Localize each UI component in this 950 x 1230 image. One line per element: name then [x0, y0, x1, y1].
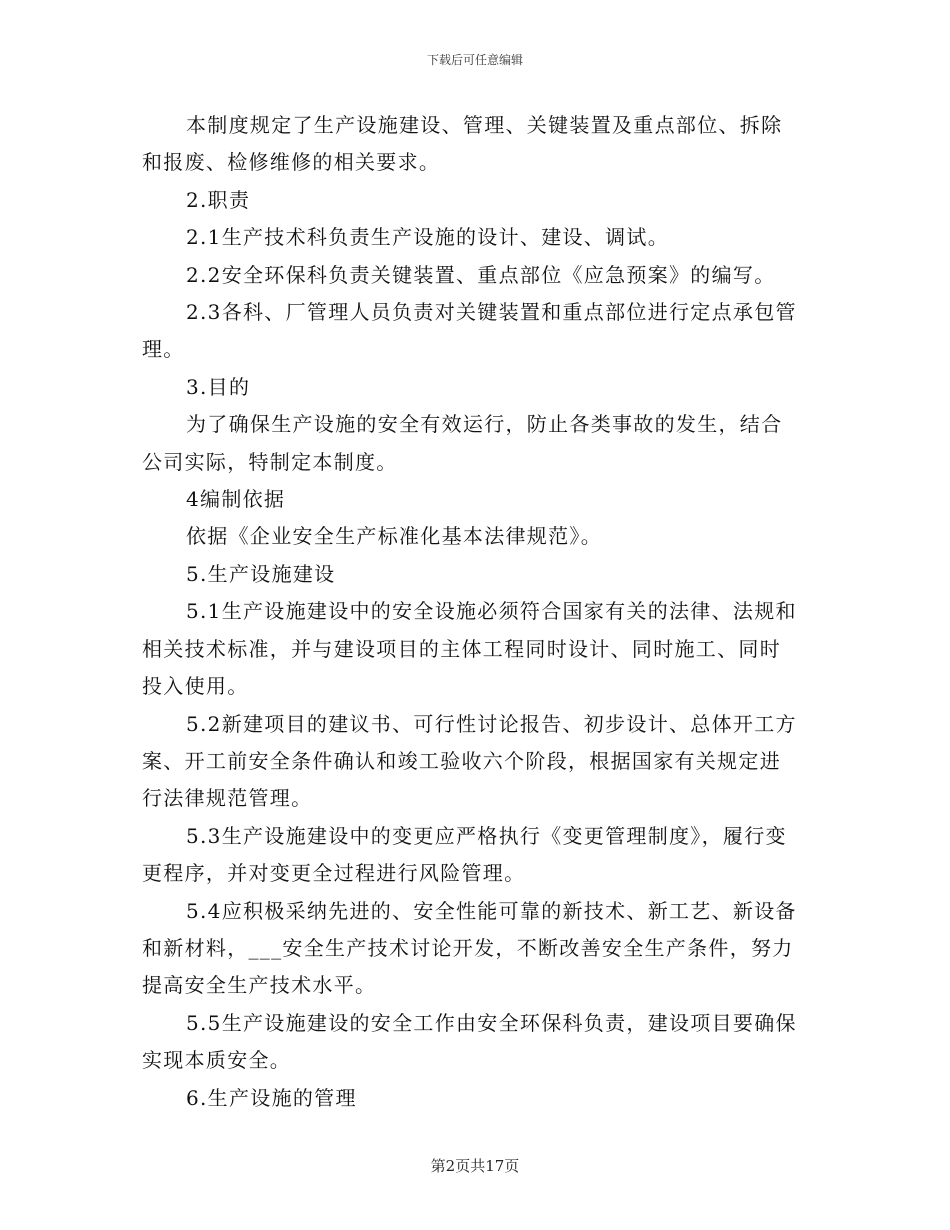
paragraph-line: 5.1生产设施建设中的安全设施必须符合国家有关的法律、法规和: [186, 599, 797, 624]
paragraph: [142, 818, 814, 893]
paragraph-line: 依据《企业安全生产标准化基本法律规范》。: [186, 524, 602, 549]
paragraph-line: 5.4应积极采纳先进的、安全性能可靠的新技术、新工艺、新设备: [186, 898, 797, 923]
paragraph: [142, 257, 814, 294]
paragraph-line: 2.1生产技术科负责生产设施的设计、建设、调试。: [186, 225, 670, 250]
paragraph-line: 相关技术标准，并与建设项目的主体工程同时设计、同时施工、同时: [142, 636, 781, 661]
paragraph-line: 和报废、检修维修的相关要求。: [142, 150, 441, 175]
paragraph: [142, 219, 814, 256]
paragraph-line: 为了确保生产设施的安全有效运行，防止各类事故的发生，结合: [186, 412, 783, 437]
paragraph-line: 6.生产设施的管理: [186, 1085, 357, 1110]
paragraph-line: 实现本质安全。: [142, 1048, 292, 1073]
paragraph: [142, 1080, 814, 1117]
paragraph-line: 3.目的: [186, 374, 251, 399]
paragraph: [142, 294, 814, 369]
paragraph-line: 本制度规定了生产设施建设、管理、关键装置及重点部位、拆除: [186, 113, 783, 137]
paragraph: [142, 182, 814, 219]
paragraph-line: 案、开工前安全条件确认和竣工验收六个阶段，根据国家有关规定进: [142, 748, 781, 773]
paragraph-line: 5.生产设施建设: [186, 561, 336, 586]
paragraph: [142, 406, 814, 481]
paragraph: [142, 706, 814, 818]
paragraph-line: 5.5生产设施建设的安全工作由安全环保科负责，建设项目要确保: [186, 1010, 797, 1035]
paragraph-line: 投入使用。: [142, 674, 249, 699]
paragraph-line: 提高安全生产技术水平。: [142, 973, 377, 998]
paragraph-line: 和新材料，___安全生产技术讨论开发，不断改善安全生产条件，努力: [142, 935, 794, 960]
paragraph: [142, 893, 814, 1005]
paragraph-line: 理。: [142, 337, 185, 362]
paragraph-line: 5.3生产设施建设中的变更应严格执行《变更管理制度》，履行变: [186, 823, 787, 848]
paragraph: [142, 369, 814, 406]
paragraph: [142, 107, 814, 182]
paragraph: [142, 518, 814, 555]
paragraph: [142, 556, 814, 593]
paragraph-line: 2.职责: [186, 187, 251, 212]
paragraph-line: 公司实际，特制定本制度。: [142, 449, 398, 474]
page-footer: 第2页共17页: [430, 1157, 520, 1175]
paragraph-line: 行法律规范管理。: [142, 786, 313, 811]
page-header: 下载后可任意编辑: [426, 53, 523, 67]
document-body: [142, 107, 814, 1117]
paragraph-line: 2.2安全环保科负责关键装置、重点部位《应急预案》的编写。: [186, 262, 776, 287]
paragraph: [142, 593, 814, 705]
paragraph: [142, 481, 814, 518]
paragraph-line: 2.3各科、厂管理人员负责对关键装置和重点部位进行定点承包管: [186, 300, 797, 325]
paragraph-line: 更程序，并对变更全过程进行风险管理。: [142, 861, 526, 886]
paragraph-line: 4编制依据: [186, 487, 286, 512]
paragraph-line: 5.2新建项目的建议书、可行性讨论报告、初步设计、总体开工方: [186, 711, 797, 736]
paragraph: [142, 1005, 814, 1080]
